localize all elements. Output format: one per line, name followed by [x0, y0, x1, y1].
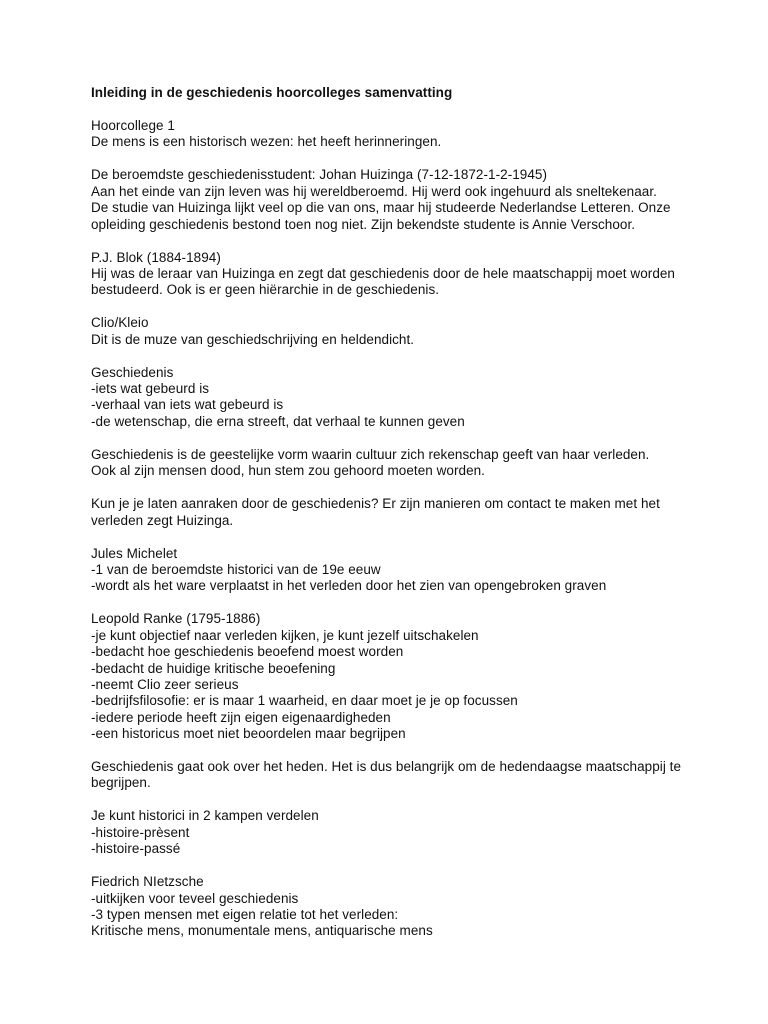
text-line: -een historicus moet niet beoordelen maar begrijpen: [91, 726, 406, 742]
paragraph-gap: [91, 430, 658, 447]
paragraph-heading-line: Geschiedenis gaat ook over het heden. Het is dus belangrijk om de hedendaagse maatschappij te: [91, 759, 682, 775]
text-line: -histoire-passé: [91, 841, 181, 857]
paragraph-heading-line: Leopold Ranke (1795-1886): [91, 611, 261, 627]
text-line: De studie van Huizinga lijkt veel op die van ons, maar hij studeerde Nederlandse Letteren. Onze: [91, 200, 671, 216]
paragraph-heading-line: Fiedrich NIetzsche: [91, 874, 204, 890]
paragraph-heading-line: Kun je je laten aanraken door de geschiedenis? Er zijn manieren om contact te maken met het: [91, 496, 660, 512]
paragraph-gap: [91, 858, 658, 875]
paragraph: [91, 546, 658, 595]
paragraph-heading-line: Geschiedenis: [91, 364, 174, 380]
paragraph-gap: [91, 348, 658, 365]
text-line: bestudeerd. Ook is er geen hiërarchie in de geschiedenis.: [91, 282, 440, 298]
paragraph-heading-line: Hoorcollege 1: [91, 117, 175, 133]
paragraph: [91, 874, 658, 940]
text-line: -iedere periode heeft zijn eigen eigenaardigheden: [91, 709, 391, 725]
text-line: -neemt Clio zeer serieus: [91, 676, 239, 692]
text-line: -iets wat gebeurd is: [91, 381, 210, 397]
paragraph: [91, 249, 675, 299]
paragraph: [91, 167, 671, 233]
text-line: begrijpen.: [91, 775, 151, 791]
text-line: -je kunt objectief naar verleden kijken, je kunt jezelf uitschakelen: [91, 627, 479, 643]
paragraph: [91, 447, 658, 480]
text-line: -bedacht de huidige kritische beoefening: [91, 660, 336, 676]
text-line: -uitkijken voor teveel geschiedenis: [91, 890, 299, 906]
document-title: Inleiding in de geschiedenis hoorcolleges samenvatting: [91, 85, 453, 100]
paragraph-gap: [91, 299, 658, 316]
text-line: -1 van de beroemdste historici van de 19e eeuw: [91, 561, 381, 577]
text-line: verleden zegt Huizinga.: [91, 512, 234, 528]
text-line: -bedacht hoe geschiedenis beoefend moest worden: [91, 644, 404, 660]
paragraph: [91, 759, 682, 792]
paragraph: [91, 365, 658, 431]
paragraph-heading-line: P.J. Blok (1884-1894): [91, 249, 221, 265]
paragraph-gap: [91, 480, 658, 497]
paragraph-gap: [91, 595, 658, 612]
paragraph-heading-line: Je kunt historici in 2 kampen verdelen: [91, 808, 319, 824]
document-body: [91, 117, 682, 940]
text-line: -de wetenschap, die erna streeft, dat verhaal te kunnen geven: [91, 413, 465, 429]
paragraph: [91, 118, 658, 151]
text-line: -wordt als het ware verplaatst in het verleden door het zien van opengebroken graven: [91, 578, 607, 594]
paragraph-gap: [91, 233, 658, 250]
text-line: -3 typen mensen met eigen relatie tot het verleden:: [91, 906, 399, 922]
paragraph-heading-line: Geschiedenis is de geestelijke vorm waarin cultuur zich rekenschap geeft van haar verleden.: [91, 446, 650, 462]
text-line: -verhaal van iets wat gebeurd is: [91, 397, 284, 413]
paragraph: [91, 611, 658, 742]
text-line: Dit is de muze van geschiedschrijving en heldendicht.: [91, 331, 415, 347]
paragraph-heading-line: Clio/Kleio: [91, 315, 149, 331]
text-line: De mens is een historisch wezen: het heeft herinneringen.: [91, 134, 442, 150]
paragraph: [91, 496, 658, 529]
text-line: -histoire-prèsent: [91, 824, 190, 840]
paragraph: [91, 315, 658, 348]
text-line: opleiding geschiedenis bestond toen nog niet. Zijn bekendste studente is Annie Verschoor.: [91, 216, 636, 232]
paragraph-gap: [91, 529, 658, 546]
paragraph-gap: [91, 151, 658, 168]
paragraph: [91, 808, 658, 857]
text-line: Hij was de leraar van Huizinga en zegt dat geschiedenis door de hele maatschappij moet worden: [91, 265, 675, 281]
paragraph-heading-line: De beroemdste geschiedenisstudent: Johan Huizinga (7-12-1872-1-2-1945): [91, 167, 548, 183]
paragraph-gap: [91, 742, 658, 759]
text-line: -bedrijfsfilosofie: er is maar 1 waarheid, en daar moet je je op focussen: [91, 693, 518, 709]
paragraph-heading-line: Jules Michelet: [91, 545, 178, 561]
text-line: Kritische mens, monumentale mens, antiquarische mens: [91, 923, 433, 939]
text-line: Aan het einde van zijn leven was hij wereldberoemd. Hij werd ook ingehuurd als sneltekenaar.: [91, 183, 657, 199]
text-line: Ook al zijn mensen dood, hun stem zou gehoord moeten worden.: [91, 463, 485, 479]
paragraph-gap: [91, 101, 658, 118]
paragraph-gap: [91, 792, 658, 809]
